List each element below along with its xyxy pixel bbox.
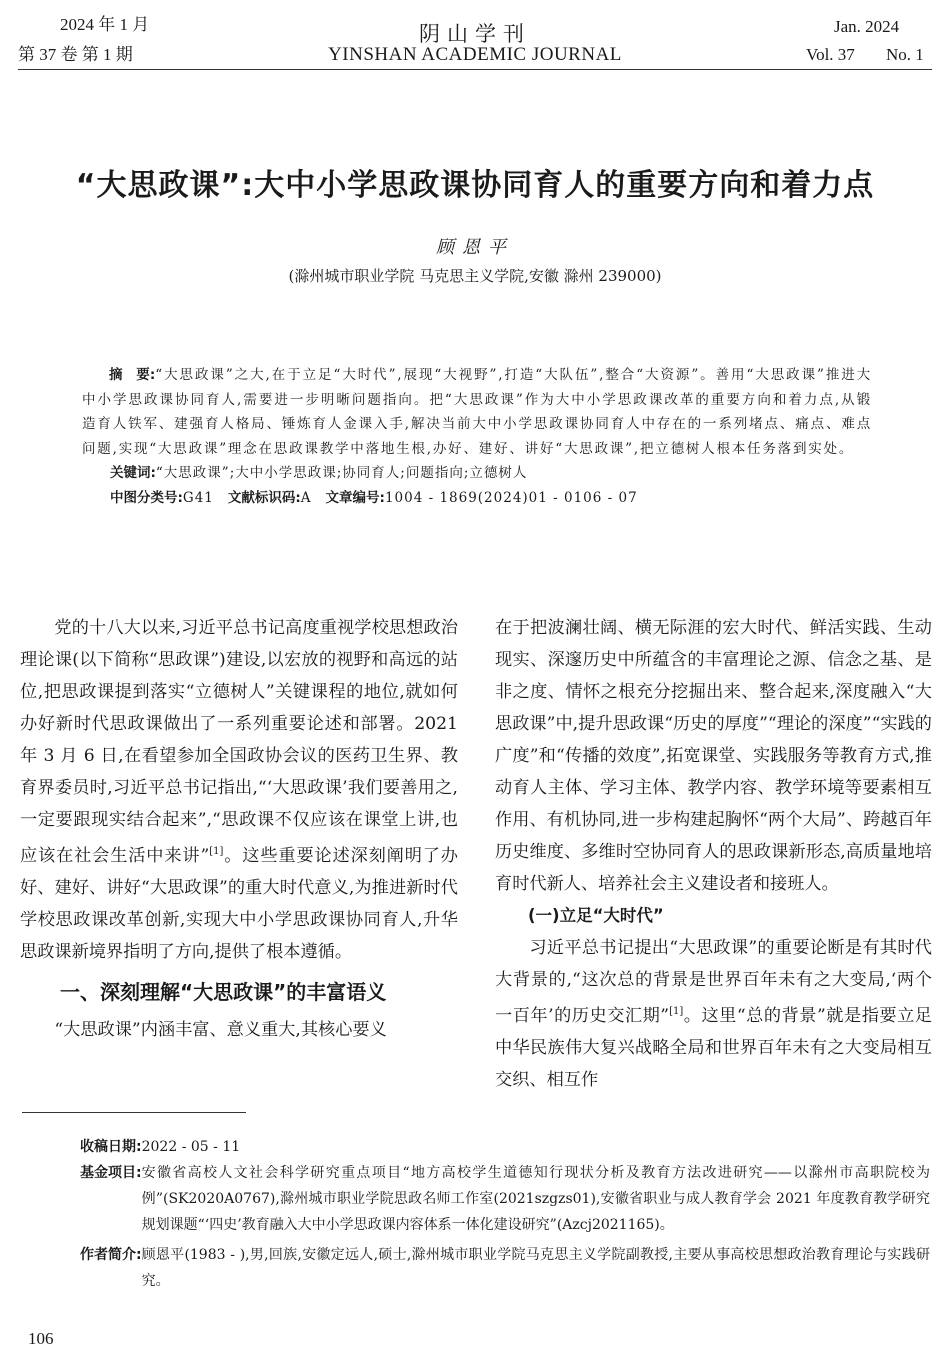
header-no-en: No. 1 (886, 45, 924, 64)
classification-line (82, 486, 872, 511)
author-bio-label: 作者简介: (80, 1247, 142, 1263)
paragraph-text-tail: 。这里“总的背景”就是指要立足中华民族伟大复兴战略全局和世界百年未有之大变局相互交织、相互作 (495, 1006, 932, 1090)
subsection-heading: (一)立足“大时代” (528, 906, 664, 925)
fund-text: 安徽省高校人文社会科学研究重点项目“地方高校学生道德知行现状分析及教育方法改进研究——以滁州市高职院校为例”(SK2020A0767),滁州城市职业学院思政名师工作室(2021szgzs01),安徽省职业与成人教育学会 2021 年度教育教学研究规划课题“‘四史’教育融入大中小学思政课内容体系一体化建设研究”(Azcj2021165)。 (141, 1165, 930, 1233)
header-rule (18, 69, 932, 70)
body-right-column (495, 612, 932, 1096)
citation-ref: [1] (209, 846, 224, 857)
abstract-text: “大思政课”之大,在于立足“大时代”,展现“大视野”,打造“大队伍”,整合“大资源”。善用“大思政课”推进大中小学思政课协同育人,需要进一步明晰问题指向。把“大思政课”作为大中小学思政课改革的重要方向和着力点,从锻造育人铁军、建强育人格局、锤炼育人金课入手,解决当前大中小学思政课协同育人中存在的一系列堵点、痛点、难点问题,实现“大思政课”理念在思政课教学中落地生根,办好、建好、讲好“大思政课”,把立德树人根本任务落到实处。 (82, 367, 872, 457)
doc-code-label: 文献标识码: (227, 489, 301, 506)
article-number-label: 文章编号: (325, 489, 385, 506)
abstract-paragraph (82, 363, 872, 461)
body-paragraph (20, 612, 458, 968)
journal-title-en: YINSHAN ACADEMIC JOURNAL (328, 44, 622, 65)
clc-value: G41 (182, 489, 214, 506)
article-affiliation: (滁州城市职业学院 马克思主义学院,安徽 滁州 239000) (288, 267, 662, 285)
footnote-block (80, 1134, 930, 1294)
article-author: 顾恩平 (436, 237, 514, 258)
paragraph-text-tail: 。这些重要论述深刻阐明了办好、建好、讲好“大思政课”的重大时代意义,为推进新时代学校思政课改革创新,实现大中小学思政课协同育人,升华思政课新境界指明了方向,提供了根本遵循。 (20, 846, 458, 962)
received-date: 2022 - 05 - 11 (141, 1139, 241, 1155)
body-paragraph: 在于把波澜壮阔、横无际涯的宏大时代、鲜活实践、生动现实、深邃历史中所蕴含的丰富理论之源、信念之基、是非之度、情怀之根充分挖掘出来、整合起来,深度融入“大思政课”中,提升思政课“历史的厚度”“理论的深度”“实践的广度”和“传播的效度”,拓宽课堂、实践服务等教育方式,推动育人主体、学习主体、教学内容、教学环境等要素相互作用、有机协同,进一步构建起胸怀“两个大局”、跨越百年历史维度、多维时空协同育人的思政课新形态,高质量地培育时代新人、培养社会主义建设者和接班人。 (495, 618, 932, 894)
header-volume-cn: 第 37 卷 第 1 期 (18, 45, 133, 64)
fund-label: 基金项目: (80, 1165, 142, 1181)
footnote-received (80, 1134, 930, 1160)
abstract-block (82, 363, 872, 510)
body-left-column (20, 612, 458, 1046)
section-heading: 一、深刻理解“大思政课”的丰富语义 (60, 980, 387, 1004)
clc-label: 中图分类号: (110, 489, 183, 506)
footnote-fund (80, 1160, 930, 1238)
doc-code-value: A (300, 489, 312, 506)
article-number-value: 1004 - 1869(2024)01 - 0106 - 07 (384, 489, 638, 506)
header-date-cn: 2024 年 1 月 (60, 15, 150, 34)
author-bio-text: 顾恩平(1983 - ),男,回族,安徽定远人,硕士,滁州城市职业学院马克思主义学院副教授,主要从事高校思想政治教育理论与实践研究。 (141, 1247, 930, 1289)
paragraph-text: 习近平总书记提出“大思政课”的重要论断是有其时代大背景的,“这次总的背景是世界百年未有之大变局,‘两个一百年’的历史交汇期” (495, 938, 932, 1026)
citation-ref: [1] (669, 1006, 684, 1017)
keywords-label: 关键词: (110, 465, 156, 481)
keywords-line (82, 461, 872, 486)
journal-title-cn: 阴山学刊 (419, 22, 531, 46)
keywords-text: “大思政课”;大中小学思政课;协同育人;问题指向;立德树人 (155, 465, 528, 481)
header-vol-en: Vol. 37 (806, 45, 855, 64)
body-paragraph: “大思政课”内涵丰富、意义重大,其核心要义 (54, 1020, 387, 1040)
abstract-label: 摘 要: (109, 367, 156, 383)
received-label: 收稿日期: (80, 1139, 142, 1155)
article-title: “大思政课”:大中小学思政课协同育人的重要方向和着力点 (75, 168, 875, 203)
header-date-en: Jan. 2024 (834, 17, 900, 36)
paragraph-text: 党的十八大以来,习近平总书记高度重视学校思想政治理论课(以下简称“思政课”)建设,以宏放的视野和高远的站位,把思政课提到落实“立德树人”关键课程的地位,就如何办好新时代思政课做出了一系列重要论述和部署。2021 年 3 月 6 日,在看望参加全国政协会议的医药卫生界、教育界委员时,习近平总书记指出,“‘大思政课’我们要善用之,一定要跟现实结合起来”,“思政课不仅应该在课堂上讲,也应该在社会生活中来讲” (20, 618, 458, 866)
footnote-author (80, 1242, 930, 1294)
page-number: 106 (28, 1329, 54, 1348)
body-paragraph (495, 932, 932, 1096)
footnote-rule (22, 1112, 246, 1113)
